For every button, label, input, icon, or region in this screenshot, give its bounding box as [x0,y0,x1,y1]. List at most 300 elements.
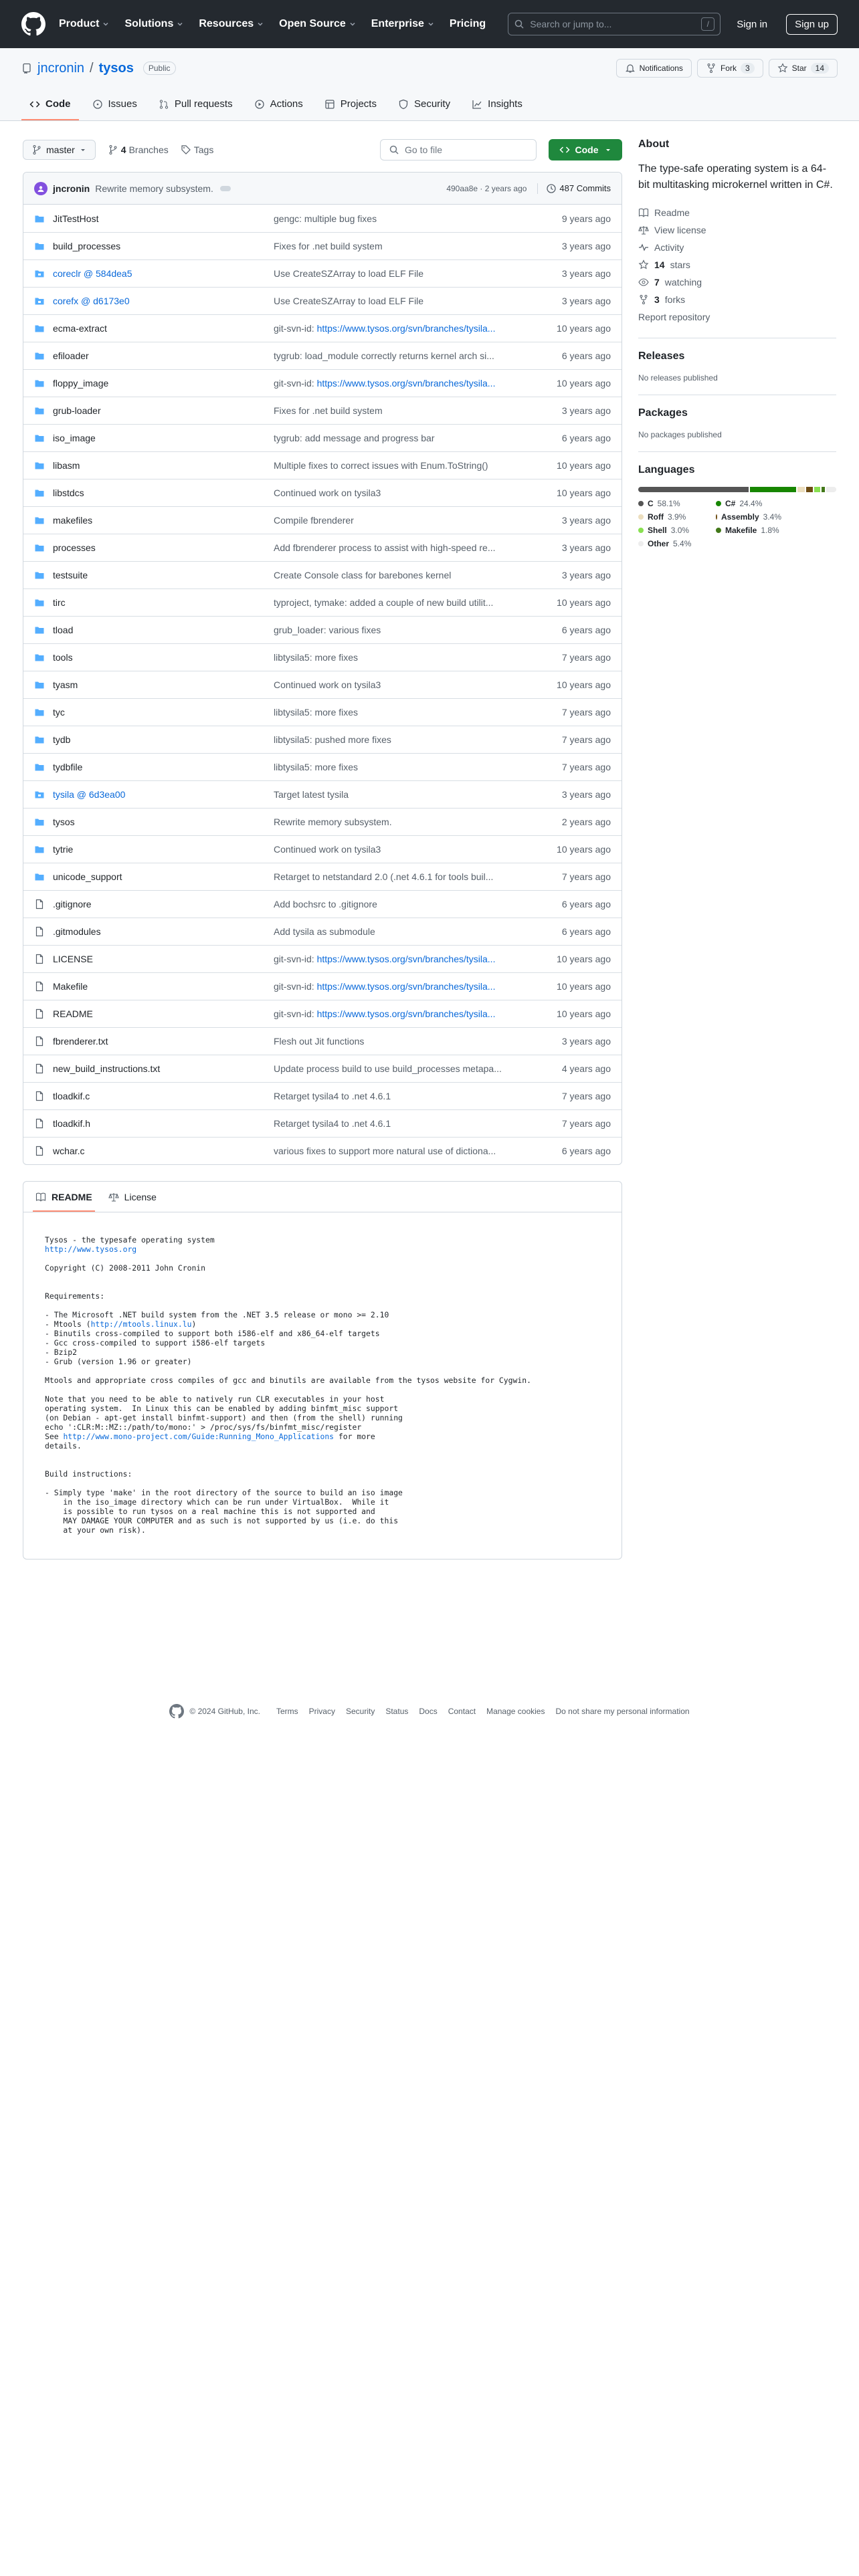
tab-readme[interactable] [33,1192,95,1212]
commit-age: 6 years ago [561,899,611,909]
file-name-link[interactable]: new_build_instructions.txt [53,1063,161,1074]
commit-message-text: git-svn-id: [274,323,317,334]
commit-message-link[interactable] [274,570,536,580]
table-row[interactable] [23,424,622,451]
footer-link-manage-cookies[interactable]: Manage cookies [486,1707,545,1716]
table-icon [324,99,335,110]
about-count: 7 [654,277,660,288]
commit-message-link[interactable] [274,350,536,361]
folder-icon [34,460,45,471]
star-count: 14 [811,63,829,74]
commit-message-link[interactable] [274,597,536,608]
readme-line [45,1357,600,1366]
chevron-down-icon [427,20,435,28]
readme-line [45,1451,600,1460]
footer-link-status[interactable]: Status [385,1707,409,1716]
table-row[interactable] [23,835,622,863]
footer-link-docs[interactable]: Docs [419,1707,438,1716]
about-count: 14 [654,259,665,270]
commit-message-text: Continued work on tysila3 [274,844,381,855]
history-icon [546,183,557,194]
commit-message-link[interactable] [274,1091,536,1101]
table-row[interactable] [23,259,622,287]
table-row[interactable] [23,1027,622,1055]
table-row[interactable] [23,918,622,945]
commit-message-link[interactable] [274,268,536,279]
nav-label: Pricing [449,18,486,29]
readme-line [45,1376,600,1385]
file-name-link[interactable]: tyasm [53,679,78,690]
packages-empty: No packages published [638,430,722,439]
language-name: C [648,499,654,508]
notifications-button[interactable] [616,59,692,78]
commit-message-link[interactable] [274,323,536,334]
file-name-link[interactable]: tools [53,652,73,663]
table-row[interactable] [23,1109,622,1137]
commit-age: 6 years ago [561,433,611,443]
table-row[interactable] [23,890,622,918]
language-bar [638,487,836,492]
file-name-link[interactable]: testsuite [53,570,88,580]
commit-message-text: tygrub: load_module correctly returns kernel arch si... [274,350,494,361]
readme-text: Tysos - the typesafe operating system [45,1235,215,1245]
commit-age: 2 years ago [561,817,611,827]
table-row[interactable] [23,671,622,698]
language-name: Roff [648,512,664,522]
readme-line [45,1273,600,1282]
file-icon [34,899,45,909]
tab-label: Projects [340,98,377,110]
branches-link[interactable] [108,144,169,155]
file-name-link[interactable]: libasm [53,460,80,471]
readme-text: in the iso_image directory which can be run under VirtualBox. While it [45,1497,389,1507]
language-color-dot [638,514,644,520]
file-name-link[interactable]: tload [53,625,74,635]
table-row[interactable] [23,397,622,424]
nav-enterprise[interactable] [371,18,435,30]
table-row[interactable] [23,863,622,890]
folder-icon [34,515,45,526]
tags-link[interactable] [181,144,214,155]
table-row[interactable] [23,451,622,479]
about-forks-link[interactable] [638,291,836,308]
commit-message-text: Continued work on tysila3 [274,488,381,498]
tab-security[interactable] [390,98,458,120]
footer-copyright [169,1704,260,1719]
about-count: 3 [654,294,660,305]
svn-url-link[interactable]: https://www.tysos.org/svn/branches/tysila... [316,323,496,334]
file-name-link[interactable]: tysila @ 6d3ea00 [53,789,126,800]
tab-projects[interactable] [316,98,385,120]
file-name-link[interactable]: README [53,1008,93,1019]
commit-message-text: typroject, tymake: added a couple of new build utilit... [274,597,494,608]
commit-message-link[interactable] [274,652,536,663]
file-name-link[interactable]: tloadkif.c [53,1091,90,1101]
table-row[interactable] [23,726,622,753]
file-name-link[interactable]: tydb [53,734,71,745]
table-row[interactable] [23,588,622,616]
table-row[interactable] [23,287,622,314]
table-row[interactable] [23,1000,622,1027]
language-item[interactable] [716,512,781,522]
commit-message-link[interactable] [274,762,536,772]
about-view-license-link[interactable] [638,221,836,239]
commit-message-text: Add tysila as submodule [274,926,375,937]
file-name-link[interactable]: fbrenderer.txt [53,1036,108,1047]
readme-line [45,1394,600,1404]
nav-label: Resources [199,18,254,29]
file-icon [34,1008,45,1019]
svn-url-link[interactable]: https://www.tysos.org/svn/branches/tysila... [316,954,496,964]
folder-icon [34,844,45,855]
license-tab-label: License [124,1192,157,1202]
commit-message-text: Add fbrenderer process to assist with high-speed re... [274,542,496,553]
commit-message-text: git-svn-id: [274,378,317,389]
about-readme-link[interactable] [638,204,836,221]
tab-label: Security [413,98,451,110]
nav-open-source[interactable] [279,18,357,30]
about-description: The type-safe operating system is a 64-bit multitasking microkernel written in C#. [638,163,833,191]
file-icon [34,1036,45,1047]
language-percent: 58.1% [657,499,680,508]
file-name-link[interactable]: iso_image [53,433,96,443]
language-percent: 3.0% [670,526,690,535]
table-row[interactable] [23,506,622,534]
commit-age: 3 years ago [561,268,611,279]
commit-message-link[interactable] [274,679,536,690]
file-name-link[interactable]: ecma-extract [53,323,107,334]
language-bar-segment [750,487,796,492]
releases-heading[interactable]: Releases [638,350,685,362]
star-button[interactable] [769,59,838,78]
go-to-file-input[interactable] [380,139,537,160]
github-logo-icon[interactable] [21,12,45,36]
readme-line [45,1422,600,1432]
fork-button[interactable] [697,59,763,78]
file-name-link[interactable]: efiloader [53,350,89,361]
file-name-link[interactable]: .gitignore [53,899,92,909]
commit-age: 6 years ago [561,350,611,361]
table-row[interactable] [23,616,622,643]
commit-age: 3 years ago [561,1036,611,1047]
commit-message-link[interactable] [274,871,536,882]
readme-line [45,1404,600,1413]
commit-message-link[interactable] [274,625,536,635]
commit-message-link[interactable] [274,296,536,306]
commit-hash-and-age[interactable]: 490aa8e · 2 years ago [446,183,527,193]
table-row[interactable] [23,232,622,259]
about-label: Readme [654,207,690,218]
code-download-button[interactable] [549,139,622,160]
file-name-link[interactable]: .gitmodules [53,926,101,937]
language-item[interactable] [638,539,704,548]
commit-age: 10 years ago [557,460,611,471]
commit-message-link[interactable]: Rewrite memory subsystem. [95,183,213,194]
file-name-link[interactable]: tytrie [53,844,74,855]
language-color-dot [638,501,644,506]
language-item[interactable] [716,526,781,535]
table-row[interactable] [23,972,622,1000]
footer-link-contact[interactable]: Contact [448,1707,476,1716]
commit-age: 10 years ago [557,844,611,855]
table-row[interactable] [23,561,622,588]
commit-message-link[interactable] [274,1118,536,1129]
commit-message-link[interactable] [274,405,536,416]
readme-line [45,1366,600,1376]
global-search-input[interactable] [508,13,721,35]
tab-insights[interactable] [464,98,531,120]
branches-label: Branches [128,144,169,155]
commit-message-link[interactable] [274,433,536,443]
commit-message-text: Retarget tysila4 to .net 4.6.1 [274,1091,391,1101]
branch-icon [31,144,42,155]
commit-message-link[interactable] [274,1008,536,1019]
commit-age: 7 years ago [561,871,611,882]
table-row[interactable] [23,369,622,397]
language-item[interactable] [716,499,781,508]
file-name-link[interactable]: LICENSE [53,954,93,964]
language-color-dot [716,501,721,506]
folder-icon [34,213,45,224]
file-name-link[interactable]: libstdcs [53,488,84,498]
readme-text: operating system. In Linux this can be enabled by adding binfmt_misc support [45,1404,399,1413]
table-row[interactable] [23,479,622,506]
language-name: C# [725,499,736,508]
tab-issues[interactable] [84,98,145,120]
language-item[interactable] [638,526,704,535]
language-color-dot [716,528,721,533]
commit-message-link[interactable] [274,515,536,526]
fork-icon [638,294,649,305]
tab-pull-requests[interactable] [151,98,241,120]
commit-age: 10 years ago [557,597,611,608]
language-item[interactable] [638,512,704,522]
commit-age: 7 years ago [561,652,611,663]
footer-link-terms[interactable]: Terms [276,1707,298,1716]
tab-license[interactable] [106,1192,159,1212]
nav-solutions[interactable] [124,18,184,30]
commit-history-link[interactable] [537,183,611,194]
file-name-link[interactable]: makefiles [53,515,93,526]
github-mark-icon[interactable] [169,1704,184,1719]
file-icon [34,1118,45,1129]
commit-message-text: Retarget to netstandard 2.0 (.net 4.6.1 for tools buil... [274,871,494,882]
expand-commit-button[interactable] [220,186,231,191]
search-icon [514,19,524,29]
avatar[interactable] [34,182,47,195]
file-name-link[interactable]: coreclr @ 584dea5 [53,268,132,279]
readme-line [45,1469,600,1479]
pull-request-icon [159,99,169,110]
readme-line [45,1441,600,1451]
branch-bar [23,138,622,161]
tab-code[interactable] [21,98,79,120]
readme-text: - Simply type 'make' in the root directory of the source to build an iso image [45,1488,403,1497]
nav-label: Enterprise [371,18,424,29]
commit-message-link[interactable] [274,981,536,992]
commit-message-link[interactable] [274,213,536,224]
about-stars-link[interactable] [638,256,836,274]
tab-actions[interactable] [246,98,311,120]
commit-message-text: Compile fbrenderer [274,515,354,526]
sign-up-button[interactable]: Sign up [786,14,838,35]
commit-message-link[interactable] [274,1063,536,1074]
file-name-link[interactable]: tydbfile [53,762,83,772]
readme-text: - Mtools ( [45,1319,91,1329]
commit-message-link[interactable] [274,488,536,498]
commit-message-link[interactable] [274,817,536,827]
language-item[interactable] [638,499,704,508]
readme-text: Note that you need to be able to natively run CLR executables in your host [45,1394,385,1404]
commit-message-link[interactable] [274,789,536,800]
table-row[interactable] [23,1082,622,1109]
commit-message-text: Fixes for .net build system [274,405,383,416]
file-name-link[interactable]: grub-loader [53,405,101,416]
file-name-link[interactable]: floppy_image [53,378,109,389]
nav-pricing[interactable] [450,18,486,30]
commit-message-link[interactable] [274,954,536,964]
commit-message-link[interactable] [274,926,536,937]
folder-icon [34,378,45,389]
table-row[interactable] [23,1055,622,1082]
readme-link[interactable]: http://www.tysos.org [45,1245,137,1254]
eye-icon [638,277,649,288]
language-list [638,499,836,548]
readme-line [45,1338,600,1348]
file-name-link[interactable]: Makefile [53,981,88,992]
commit-message-link[interactable] [274,460,536,471]
tags-label: Tags [193,144,214,155]
table-row[interactable] [23,643,622,671]
table-row[interactable] [23,780,622,808]
folder-icon [34,734,45,745]
table-row[interactable] [23,342,622,369]
commit-message-link[interactable] [274,1146,536,1156]
file-name-link[interactable]: tysos [53,817,75,827]
packages-heading[interactable]: Packages [638,407,688,419]
nav-label: Product [59,18,100,29]
releases-empty: No releases published [638,373,718,383]
commit-message-link[interactable] [274,899,536,909]
book-icon [638,207,649,218]
commit-age: 7 years ago [561,762,611,772]
commit-message-link[interactable] [274,734,536,745]
report-repository-link[interactable] [638,308,836,326]
footer-link-security[interactable]: Security [345,1707,375,1716]
table-row[interactable] [23,753,622,780]
commit-message-link[interactable] [274,707,536,718]
nav-product[interactable] [59,18,110,30]
table-row[interactable] [23,945,622,972]
submodule-folder-icon [34,789,45,800]
commit-message-link[interactable] [274,844,536,855]
commit-message-link[interactable] [274,542,536,553]
table-row[interactable] [23,808,622,835]
commit-author-link[interactable]: jncronin [53,183,90,194]
file-name-link[interactable]: build_processes [53,241,121,251]
commit-message-text: Use CreateSZArray to load ELF File [274,296,424,306]
file-name-link[interactable]: corefx @ d6173e0 [53,296,130,306]
readme-text: See [45,1432,64,1441]
readme-line [45,1235,600,1245]
file-icon [34,1091,45,1101]
commit-message-text: libtysila5: pushed more fixes [274,734,391,745]
file-name-link[interactable]: processes [53,542,96,553]
language-color-dot [638,528,644,533]
submodule-folder-icon [34,296,45,306]
language-name: Assembly [721,512,759,522]
star-label: Star [791,64,807,73]
commit-age: 3 years ago [561,296,611,306]
commit-age: 7 years ago [561,734,611,745]
folder-icon [34,817,45,827]
tab-label: Issues [108,98,137,110]
commit-message-link[interactable] [274,378,536,389]
about-watching-link[interactable] [638,274,836,291]
table-row[interactable] [23,314,622,342]
footer-link-privacy[interactable]: Privacy [308,1707,335,1716]
branch-selector[interactable] [23,140,96,160]
commit-message-text: Fixes for .net build system [274,241,383,251]
nav-label: Open Source [279,18,346,29]
commit-message-link[interactable] [274,241,536,251]
folder-icon [34,350,45,361]
table-row[interactable] [23,205,622,232]
readme-line [45,1301,600,1310]
table-row[interactable] [23,1137,622,1164]
code-column [23,138,622,1560]
packages-section [638,407,836,439]
file-name-link[interactable]: tyc [53,707,65,718]
readme-text: - Bzip2 [45,1348,78,1357]
readme-line [45,1291,600,1301]
file-name-link[interactable]: tloadkif.h [53,1118,91,1129]
repo-name-link[interactable]: tysos [98,60,134,76]
about-activity-link[interactable] [638,239,836,256]
readme-line [45,1310,600,1319]
svn-url-link[interactable]: https://www.tysos.org/svn/branches/tysila... [316,378,496,389]
nav-label: Solutions [124,18,174,29]
nav-resources[interactable] [199,18,264,30]
folder-icon [34,679,45,690]
table-row[interactable] [23,698,622,726]
bell-icon [625,63,636,74]
sign-in-link[interactable]: Sign in [737,18,768,30]
file-name-link[interactable]: wchar.c [53,1146,85,1156]
readme-link[interactable]: http://mtools.linux.lu [90,1319,192,1329]
table-row[interactable] [23,534,622,561]
file-icon [34,1146,45,1156]
language-bar-segment [806,487,813,492]
divider [638,451,836,452]
file-name-link[interactable]: unicode_support [53,871,122,882]
code-button-label: Code [575,144,599,155]
file-browser [23,172,622,1165]
copyright-text: © 2024 GitHub, Inc. [189,1707,260,1716]
site-footer [0,1704,859,1719]
play-icon [254,99,265,110]
readme-link[interactable]: http://www.mono-project.com/Guide:Running_Mono_Applications [63,1432,335,1441]
footer-link-do-not-share[interactable]: Do not share my personal information [555,1707,690,1716]
file-name-link[interactable]: tirc [53,597,66,608]
star-icon [638,259,649,270]
svn-url-link[interactable]: https://www.tysos.org/svn/branches/tysila... [316,981,496,992]
commit-message-link[interactable] [274,1036,536,1047]
repo-owner-link[interactable]: jncronin [37,60,85,76]
svn-url-link[interactable]: https://www.tysos.org/svn/branches/tysila... [316,1008,496,1019]
folder-icon [34,405,45,416]
file-name-link[interactable]: JitTestHost [53,213,99,224]
